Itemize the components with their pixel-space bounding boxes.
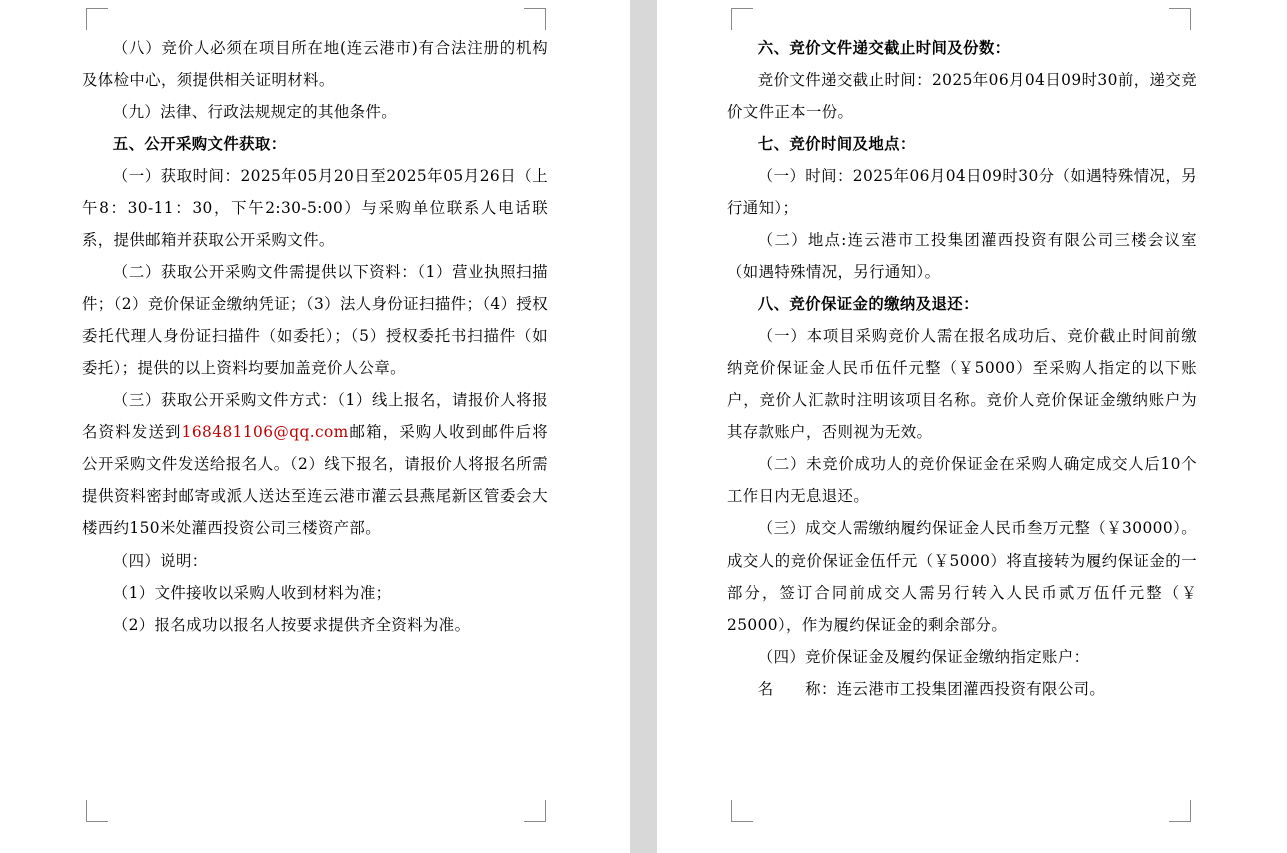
section-heading: 六、竞价文件递交截止时间及份数： (757, 39, 1011, 57)
paragraph: （四）说明： (112, 551, 208, 570)
paragraph-text-before: （三）获取公开采购文件方式：（1）线上报名，请报价人将报名资料发送到 (82, 391, 548, 442)
page-left-content (82, 32, 548, 641)
paragraph-text-after: 邮箱，采购人收到邮件后将公开采购文件发送给报名人。（2）线下报名，请报价人将报名所需提供资料密封邮寄或派人送达至连云港市灌云县燕尾新区管委会大楼西约150米处灌西投资公司三楼资产部。 (82, 423, 548, 538)
paragraph: （2）报名成功以报名人按要求提供齐全资料为准。 (112, 615, 471, 634)
paragraph: （二）地点:连云港市工投集团灌西投资有限公司三楼会议室（如遇特殊情况，另行通知）。 (727, 231, 1197, 282)
paragraph: （八）竞价人必须在项目所在地(连云港市)有合法注册的机构及体检中心，须提供相关证明材料。 (82, 39, 548, 90)
paragraph: 名 称：连云港市工投集团灌西投资有限公司。 (757, 679, 1106, 698)
paragraph: （三）成交人需缴纳履约保证金人民币叁万元整（￥30000）。成交人的竞价保证金伍仟元（￥5000）将直接转为履约保证金的一部分，签订合同前成交人需另行转入人民币贰万伍仟元整（￥ 25000），作为履约保证金的剩余部分。 (727, 519, 1203, 634)
paragraph: （一）时间：2025年06月04日09时30分（如遇特殊情况，另行通知）； (727, 167, 1197, 218)
paragraph: 竞价文件递交截止时间：2025年06月04日09时30前，递交竞价文件正本一份。 (727, 71, 1197, 122)
email-link[interactable]: 168481106@qq.com (181, 423, 349, 442)
paragraph: （二）获取公开采购文件需提供以下资料：（1）营业执照扫描件；（2）竞价保证金缴纳凭证；（3）法人身份证扫描件；（4）授权委托代理人身份证扫描件（如委托）；（5）授权委托书扫描件（如委托）；提供的以上资料均要加盖竞价人公章。 (82, 263, 548, 378)
document-page-left (0, 0, 630, 853)
paragraph: （1）文件接收以采购人收到材料为准； (112, 583, 392, 602)
paragraph-with-email (82, 384, 548, 544)
page-gutter (630, 0, 657, 853)
paragraph: （一）获取时间：2025年05月20日至2025年05月26日（上午8：30-11：30，下午2:30-5:00）与采购单位联系人电话联系，提供邮箱并获取公开采购文件。 (82, 167, 548, 250)
paragraph: （二）未竞价成功人的竞价保证金在采购人确定成交人后10个工作日内无息退还。 (727, 455, 1197, 506)
section-heading: 五、公开采购文件获取： (112, 135, 287, 154)
paragraph: （九）法律、行政法规规定的其他条件。 (112, 103, 398, 122)
paragraph: （一）本项目采购竞价人需在报名成功后、竞价截止时间前缴纳竞价保证金人民币伍仟元整（￥5000）至采购人指定的以下账户，竞价人汇款时注明该项目名称。竞价人竞价保证金缴纳账户为其存款账户，否则视为无效。 (727, 327, 1197, 442)
paragraph: （四）竞价保证金及履约保证金缴纳指定账户： (757, 647, 1090, 666)
document-page-right (657, 0, 1287, 853)
page-right-content (727, 32, 1203, 705)
section-heading: 七、竞价时间及地点： (757, 135, 916, 154)
section-heading: 八、竞价保证金的缴纳及退还： (757, 295, 979, 314)
